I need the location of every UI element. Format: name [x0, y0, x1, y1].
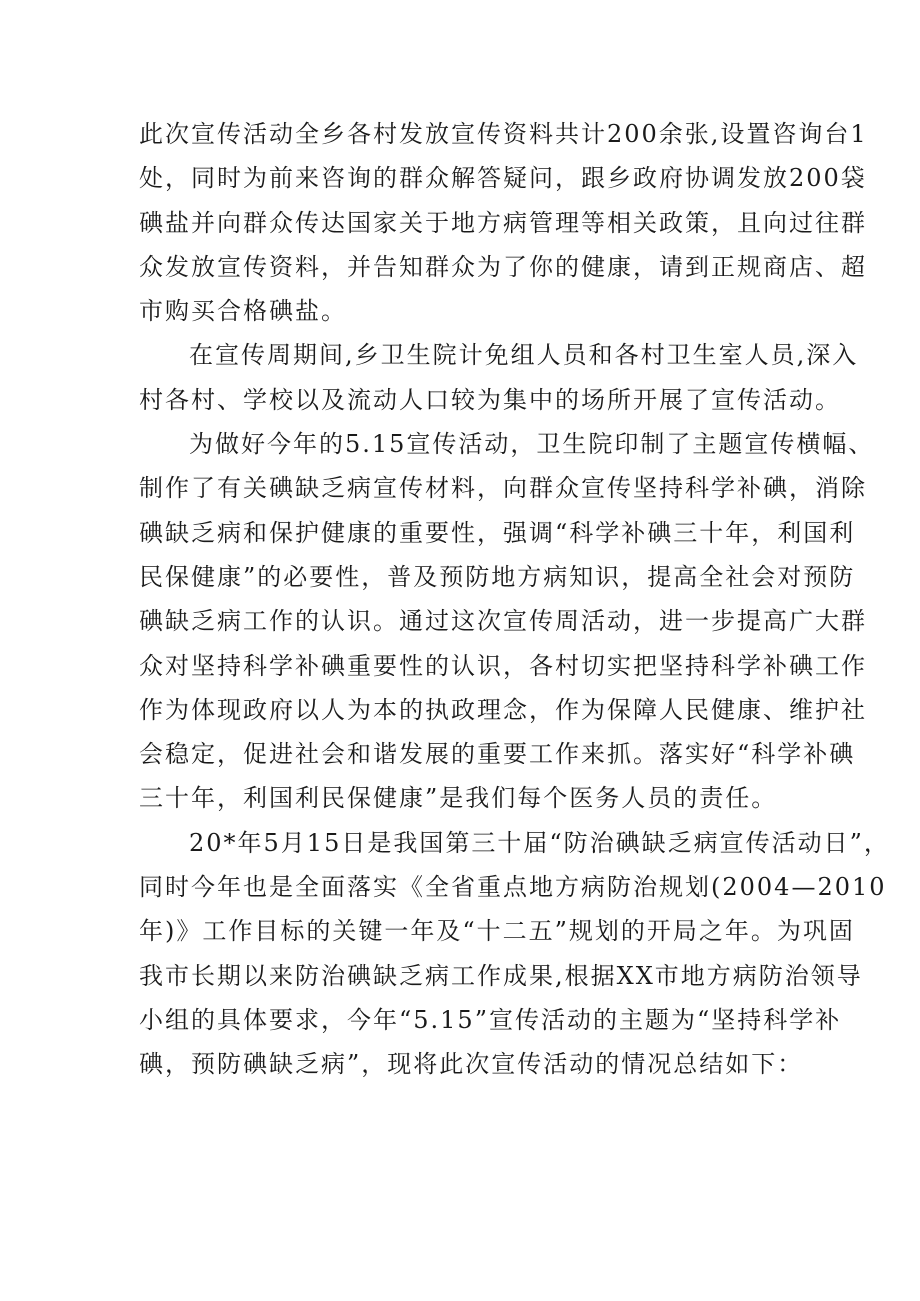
text-line: 作为体现政府以人为本的执政理念，作为保障人民健康、维护社	[139, 695, 867, 724]
text-line: 村各村、学校以及流动人口较为集中的场所开展了宣传活动。	[139, 385, 841, 414]
text-line: 三十年，利国利民保健康”是我们每个医务人员的责任。	[139, 784, 778, 813]
text-line: 20*年5月15日是我国第三十届“防治碘缺乏病宣传活动日”，	[189, 828, 890, 857]
text-line: 市购买合格碘盐。	[139, 297, 347, 326]
text-line: 同时今年也是全面落实《全省重点地方病防治规划(2004—2010	[139, 873, 887, 902]
paragraph-1	[139, 112, 868, 333]
paragraph-4	[139, 821, 890, 1087]
text-line: 碘缺乏病和保护健康的重要性，强调“科学补碘三十年，利国利	[139, 518, 856, 547]
text-line: 在宣传周期间,乡卫生院计免组人员和各村卫生室人员,深入	[189, 341, 859, 370]
text-line: 处，同时为前来咨询的群众解答疑问，跟乡政府协调发放200袋	[139, 164, 867, 193]
text-line: 众对坚持科学补碘重要性的认识，各村切实把坚持科学补碘工作	[139, 651, 867, 680]
document-body	[139, 112, 890, 1087]
text-line: 会稳定，促进社会和谐发展的重要工作来抓。落实好“科学补碘	[139, 740, 856, 769]
text-line: 民保健康”的必要性，普及预防地方病知识，提高全社会对预防	[139, 562, 856, 591]
paragraph-3	[139, 422, 875, 821]
text-line: 碘，预防碘缺乏病”，现将此次宣传活动的情况总结如下：	[139, 1050, 804, 1079]
text-line: 小组的具体要求，今年“5.15”宣传活动的主题为“坚持科学补	[139, 1005, 842, 1034]
text-line: 为做好今年的5.15宣传活动，卫生院印制了主题宣传横幅、	[189, 430, 875, 459]
text-line: 我市长期以来防治碘缺乏病工作成果,根据XX市地方病防治领导	[139, 961, 863, 990]
text-line: 碘缺乏病工作的认识。通过这次宣传周活动，进一步提高广大群	[139, 607, 867, 636]
text-line: 年)》工作目标的关键一年及“十二五”规划的开局之年。为巩固	[139, 917, 855, 946]
text-line: 碘盐并向群众传达国家关于地方病管理等相关政策，且向过往群	[139, 208, 867, 237]
text-line: 众发放宣传资料，并告知群众为了你的健康，请到正规商店、超	[139, 252, 867, 281]
text-line: 制作了有关碘缺乏病宣传材料，向群众宣传坚持科学补碘，消除	[139, 474, 867, 503]
paragraph-2	[139, 333, 859, 422]
text-line: 此次宣传活动全乡各村发放宣传资料共计200余张,设置咨询台1	[139, 120, 868, 148]
